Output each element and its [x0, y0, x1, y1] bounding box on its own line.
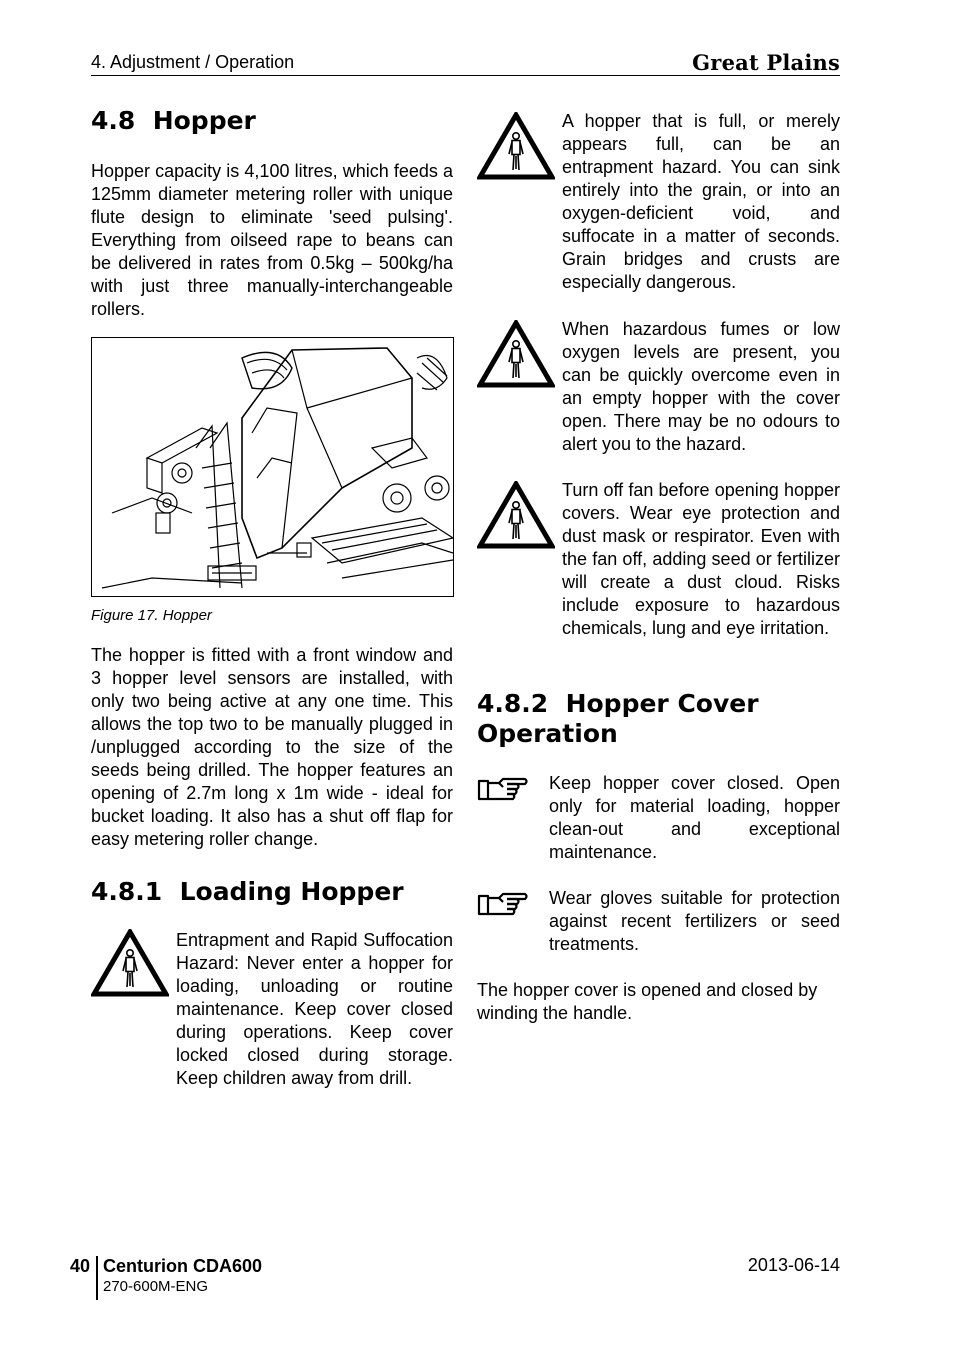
section-heading-hopper-cover: 4.8.2 Hopper Cover Operation: [477, 689, 768, 748]
cover-body-paragraph: The hopper cover is opened and closed by winding the handle.: [477, 980, 818, 1023]
warning-triangle-person-icon: [91, 929, 169, 997]
header-divider: [91, 75, 840, 76]
cover-note-keep-closed: Keep hopper cover closed. Open only for material loading, hopper clean-out and exceptional maintenance.: [549, 773, 840, 862]
hopper-intro-paragraph: Hopper capacity is 4,100 litres, which feeds a 125mm diameter metering roller with unique flute design to eliminate 'seed pulsing'. Everything from oilseed rape to beans can be delivered in rates from 0.5kg – 500kg/ha with just three manually-interchangeable rollers.: [91, 161, 453, 319]
warning-dust-text: Turn off fan before opening hopper covers. Wear eye protection and dust mask or respirator. Even with the fan off, adding seed or fertilizer will create a dust cloud. Risks include exposure to hazardous chemicals, lung and eye irritation.: [562, 480, 840, 638]
warning-triangle-person-icon: [477, 481, 555, 549]
page-number: 40: [70, 1256, 91, 1276]
warning-triangle-person-icon: [477, 320, 555, 388]
pointing-hand-icon: [477, 890, 529, 920]
figure-caption: Figure 17. Hopper: [91, 607, 212, 624]
warning-fumes-text: When hazardous fumes or low oxygen levels are present, you can be quickly overcome even in an empty hopper with the cover open. There may be no odours to alert you to the hazard.: [562, 319, 840, 454]
warning-triangle-person-icon: [477, 112, 555, 180]
pointing-hand-icon: [477, 775, 529, 805]
warning-entrapment-text: A hopper that is full, or merely appears full, can be an entrapment hazard. You can sink entirely into the grain, or into an oxygen-deficient void, and suffocate in a matter of seconds. Grain bridges and crusts are especially dangerous.: [562, 111, 840, 292]
footer-doc-code: 270-600M-ENG: [103, 1278, 209, 1295]
footer-divider: [96, 1256, 98, 1300]
section-heading-hopper: 4.8 Hopper: [91, 106, 256, 135]
brand-logo: Great Plains: [692, 50, 840, 75]
cover-note-wear-gloves: Wear gloves suitable for protection against recent fertilizers or seed treatments.: [549, 888, 840, 954]
footer-product-name: Centurion CDA600: [103, 1256, 263, 1276]
footer-date: 2013-06-14: [747, 1255, 840, 1275]
header-section-title: 4. Adjustment / Operation: [91, 52, 295, 72]
hopper-body-paragraph: The hopper is fitted with a front window and 3 hopper level sensors are installed, with only two being active at any one time. This allows the top two to be manually plugged in /unplugged according to the size of the seeds being drilled. The hopper features an opening of 2.7m long x 1m wide - ideal for bucket loading. It also has a shut off flap for easy metering roller change.: [91, 645, 453, 849]
hopper-figure: [91, 337, 454, 597]
hopper-illustration: [92, 338, 453, 596]
section-heading-loading-hopper: 4.8.1 Loading Hopper: [91, 877, 404, 906]
loading-warning-text: Entrapment and Rapid Suffocation Hazard: Never enter a hopper for loading, unloading or routine maintenance. Keep cover closed during operations. Keep cover locked closed during storage. Keep children away from drill.: [176, 930, 453, 1088]
